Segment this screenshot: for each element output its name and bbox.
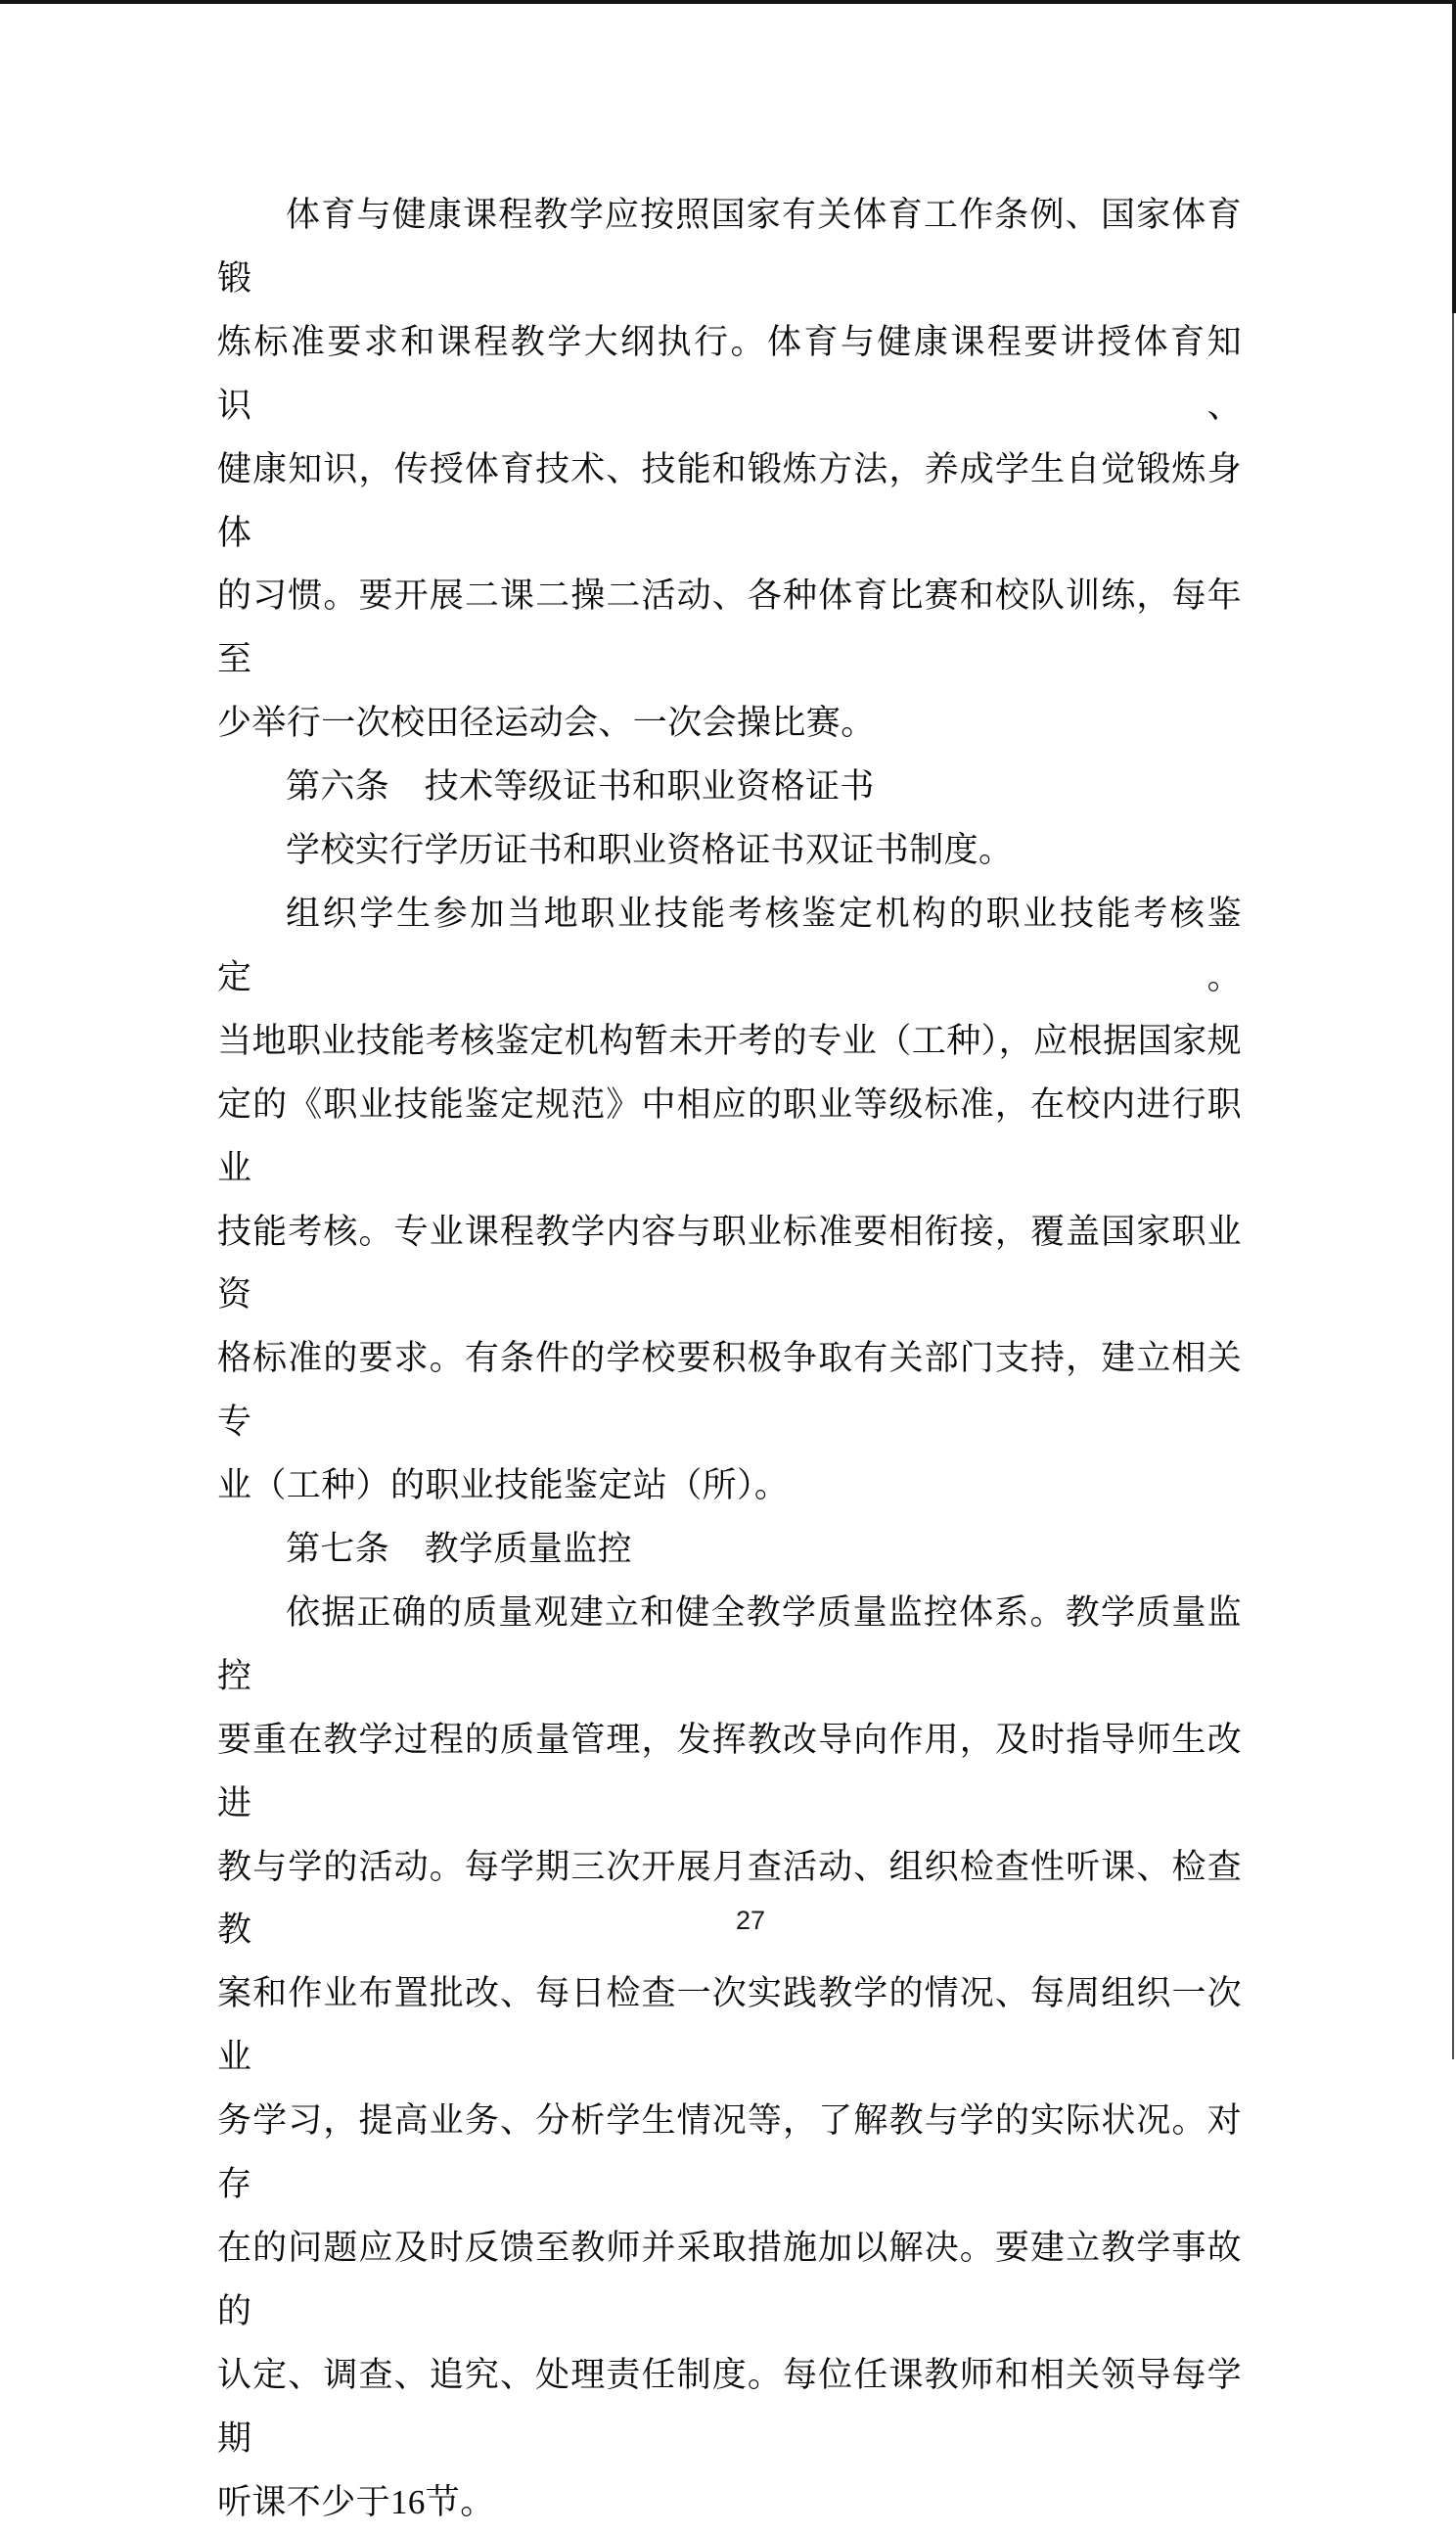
text-line: 教与学的活动。每学期三次开展月查活动、组织检查性听课、检查教 (217, 1847, 1242, 1950)
text-line: 业（工种）的职业技能鉴定站（所）。 (217, 1466, 790, 1505)
text-line: 依据正确的质量观建立和健全教学质量监控体系。教学质量监控 (217, 1592, 1242, 1695)
text-line: 学校实行学历证书和职业资格证书双证书制度。 (286, 831, 1014, 870)
text-line: 定的《职业技能鉴定规范》中相应的职业等级标准，在校内进行职业 (217, 1084, 1242, 1187)
text-line: 技能考核。专业课程教学内容与职业标准要相衔接，覆盖国家职业资 (217, 1212, 1242, 1314)
text-line: 务学习，提高业务、分析学生情况等，了解教与学的实际状况。对存 (217, 2101, 1242, 2204)
text-line: 体育与健康课程教学应按照国家有关体育工作条例、国家体育锻 (217, 196, 1242, 298)
scan-top-edge (0, 0, 1456, 4)
text-line: 少举行一次校田径运动会、一次会操比赛。 (217, 704, 876, 743)
text-line: 组织学生参加当地职业技能考核鉴定机构的职业技能考核鉴定。 (217, 894, 1242, 996)
text-line: 要重在教学过程的质量管理，发挥教改导向作用，及时指导师生改进 (217, 1720, 1242, 1822)
text-line: 案和作业布置批改、每日检查一次实践教学的情况、每周组织一次业 (217, 1974, 1242, 2077)
text-line: 格标准的要求。有条件的学校要积极争取有关部门支持，建立相关专 (217, 1339, 1242, 1442)
article-6-heading: 第六条 技术等级证书和职业资格证书 (286, 767, 875, 807)
text-line: 当地职业技能考核鉴定机构暂未开考的专业（工种），应根据国家规 (217, 1021, 1242, 1060)
text-line: 健康知识，传授体育技术、技能和锻炼方法，养成学生自觉锻炼身体 (217, 449, 1242, 552)
text-line: 的习惯。要开展二课二操二活动、各种体育比赛和校队训练，每年至 (217, 576, 1242, 679)
article-7-heading: 第七条 教学质量监控 (286, 1530, 633, 1569)
text-line: 认定、调查、追究、处理责任制度。每位任课教师和相关领导每学期 (217, 2355, 1242, 2458)
text-line: 听课不少于16节。 (217, 2482, 495, 2521)
text-line: 在的问题应及时反馈至教师并采取措施加以解决。要建立教学事故的 (217, 2229, 1242, 2330)
text-line: 炼标准要求和课程教学大纲执行。体育与健康课程要讲授体育知识、 (217, 322, 1242, 425)
document-body (217, 184, 1242, 2535)
page-number: 27 (736, 1906, 766, 1935)
scan-right-edge-dark (1452, 0, 1456, 313)
